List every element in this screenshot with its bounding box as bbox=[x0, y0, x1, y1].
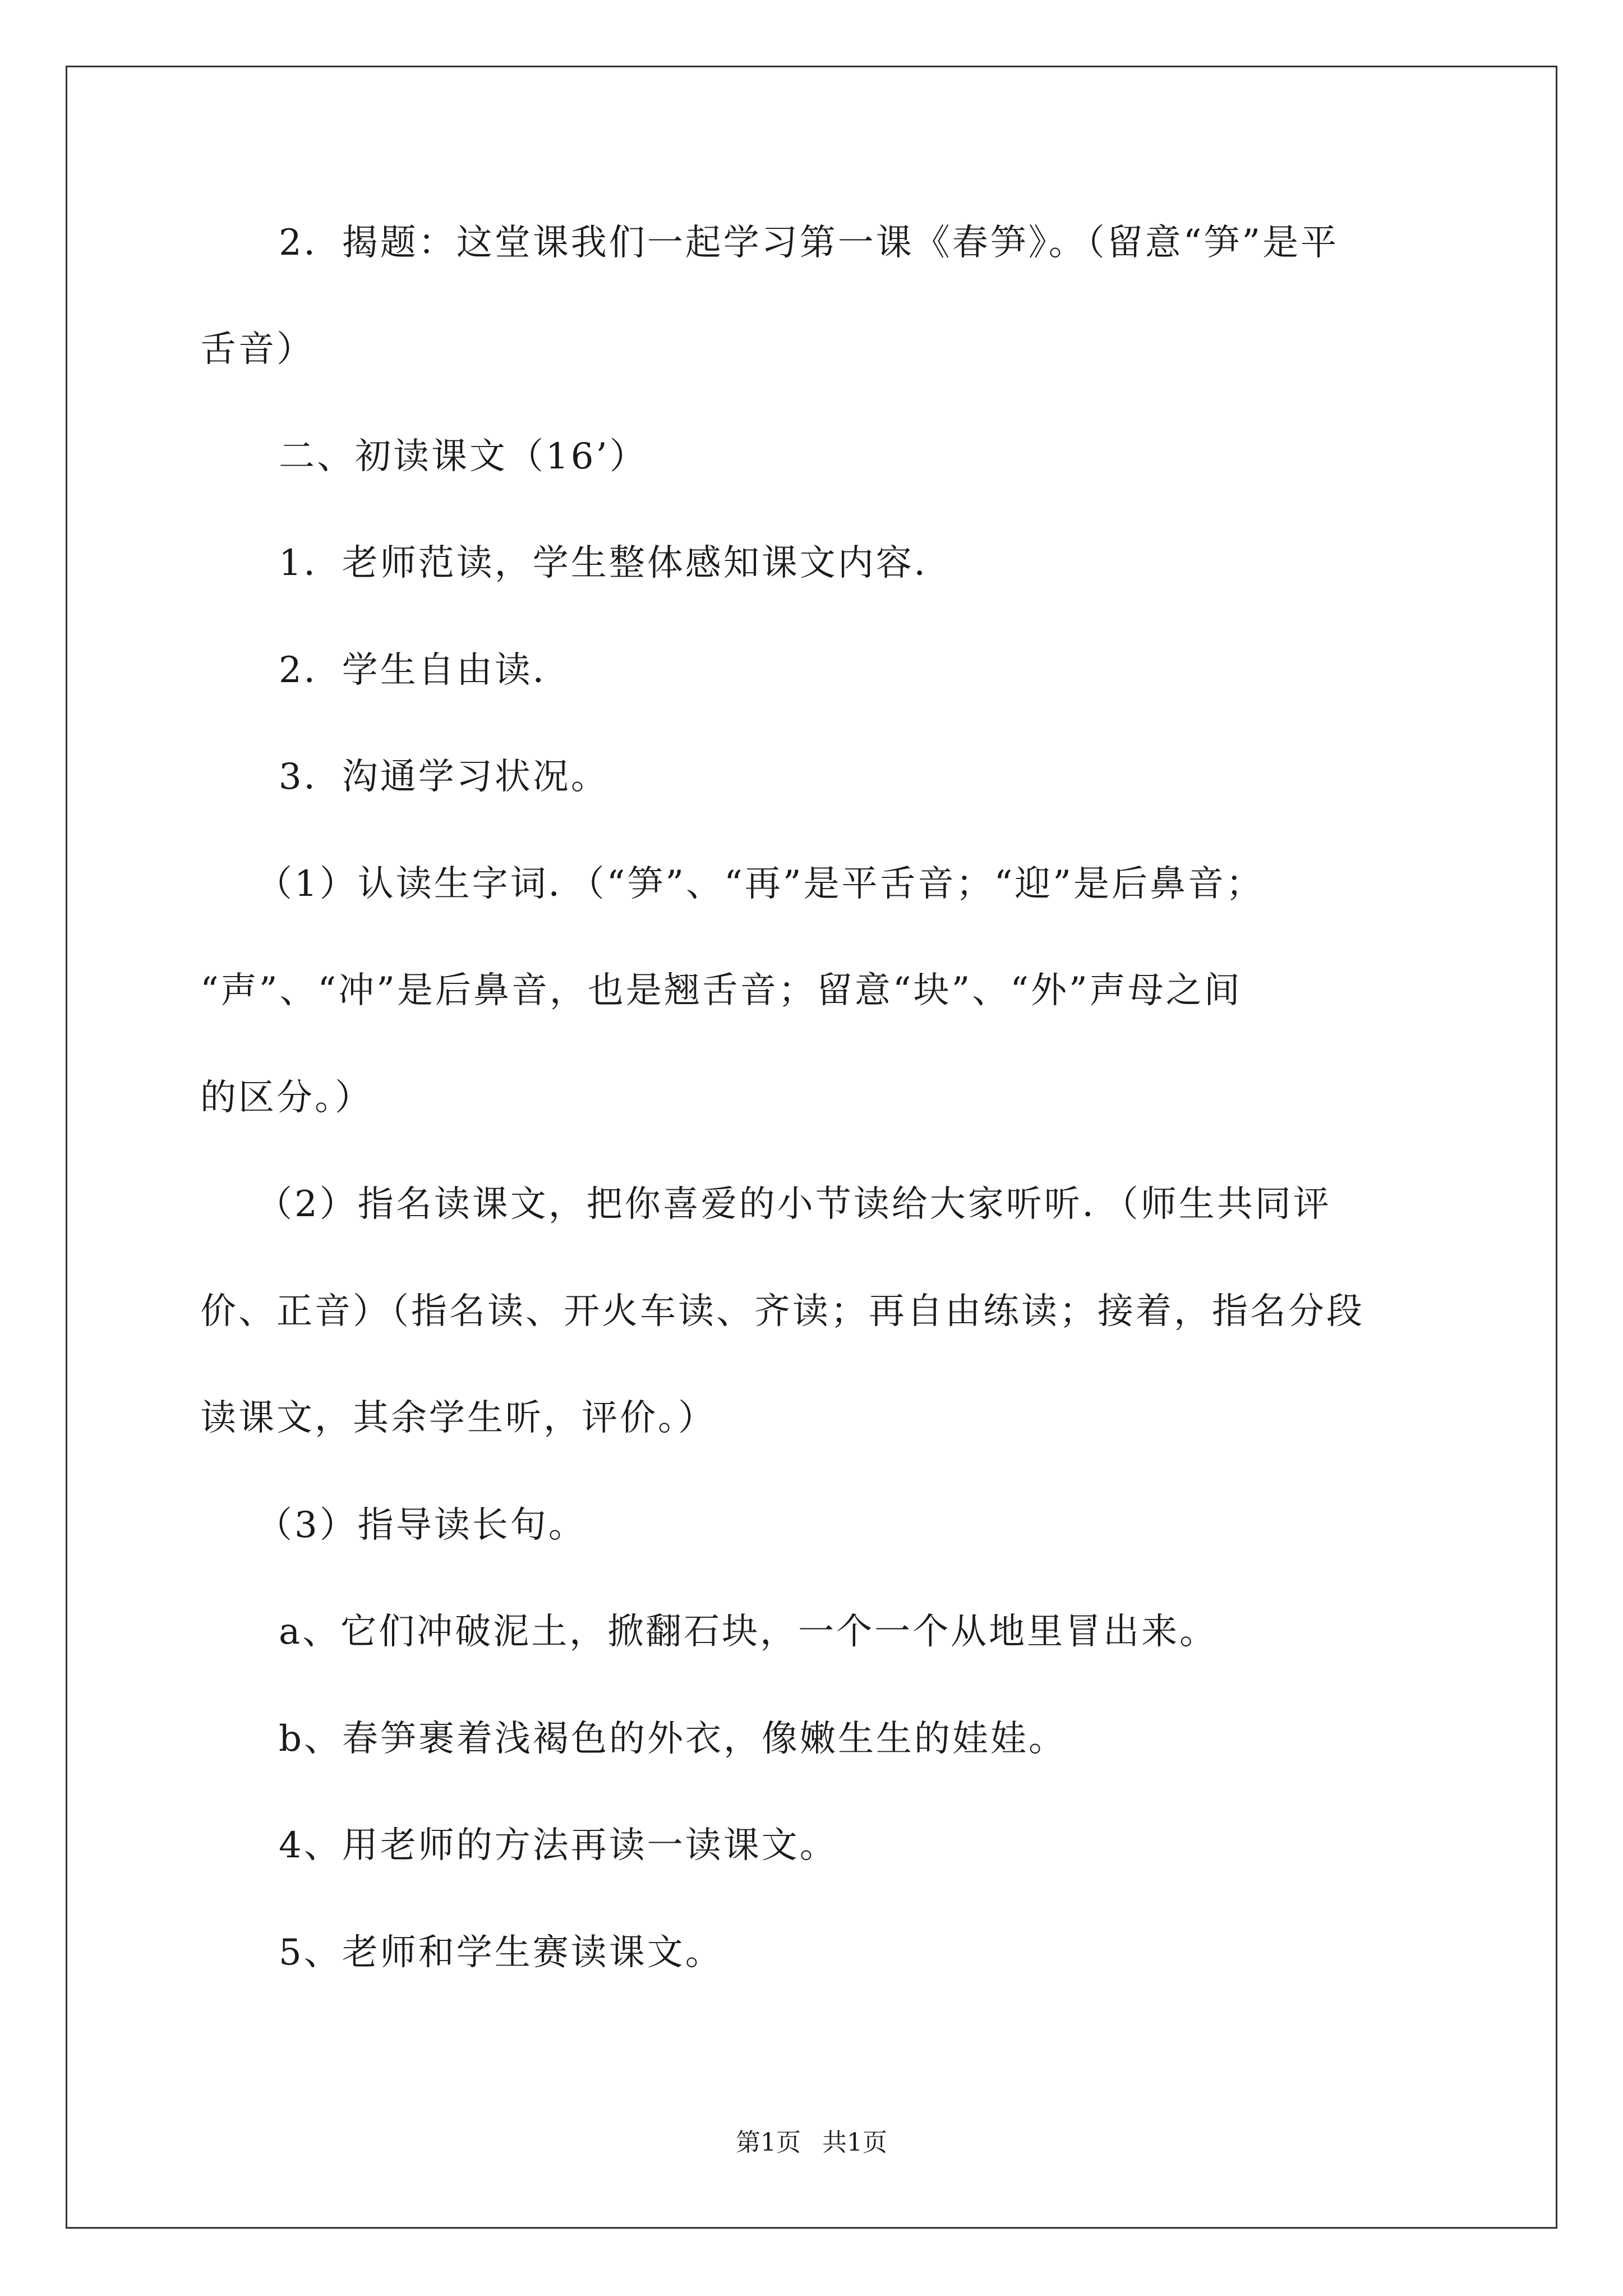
text-line: （3）指导读长句。 bbox=[256, 1504, 587, 1546]
text-line: 4、用老师的方法再读一读课文。 bbox=[279, 1825, 838, 1866]
text-line: “声”、“冲”是后鼻音，也是翘舌音；留意“块”、“外”声母之间 bbox=[200, 970, 1242, 1011]
text-line: （2）指名读课文，把你喜爱的小节读给大家听听．（师生共同评 bbox=[256, 1184, 1331, 1225]
section-heading: 二、初读课文（16’） bbox=[279, 436, 648, 477]
text-line: 2．学生自由读． bbox=[279, 650, 571, 691]
text-line: 3．沟通学习状况。 bbox=[279, 756, 609, 798]
page-border bbox=[66, 66, 1557, 2229]
text-line: 2．揭题：这堂课我们一起学习第一课《春笋》。（留意“笋”是平 bbox=[279, 222, 1339, 264]
text-line: 舌音） bbox=[200, 329, 315, 370]
text-line: b、春笋裹着浅褐色的外衣，像嫩生生的娃娃。 bbox=[279, 1718, 1067, 1760]
text-line: 5、老师和学生赛读课文。 bbox=[279, 1932, 723, 1973]
page-footer bbox=[0, 2126, 1623, 2160]
text-line: 的区分。） bbox=[200, 1077, 373, 1119]
text-line: （1）认读生字词．（“笋”、“再”是平舌音；“迎”是后鼻音； bbox=[256, 863, 1265, 905]
page-number: 第1页 bbox=[736, 2128, 801, 2157]
text-line: 1．老师范读，学生整体感知课文内容． bbox=[279, 542, 952, 584]
text-line: 价、正音）（指名读、开火车读、齐读；再自由练读；接着，指名分段 bbox=[200, 1291, 1364, 1332]
text-line: 读课文，其余学生听，评价。） bbox=[200, 1397, 716, 1439]
text-line: a、它们冲破泥土，掀翻石块，一个一个从地里冒出来。 bbox=[279, 1611, 1218, 1653]
page-total: 共1页 bbox=[822, 2128, 887, 2157]
